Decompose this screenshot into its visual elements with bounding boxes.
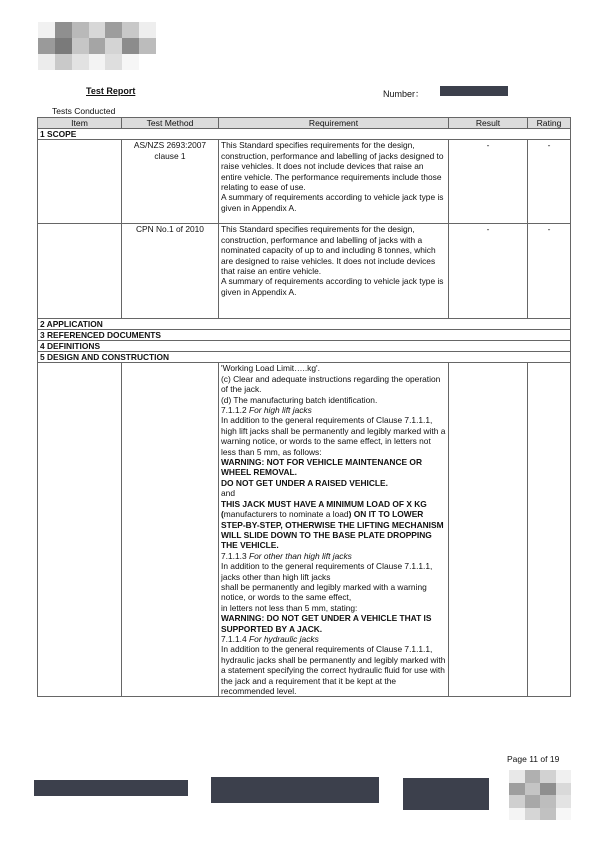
clause-heading xyxy=(221,634,446,644)
warning-text: ) ON IT TO LOWER STEP-BY-STEP, OTHERWISE THE LIFTING MECHANISM WILL SLIDE DOWN TO THE BASE PLATE DROPPING THE VEHICLE. xyxy=(221,509,444,551)
col-header-result: Result xyxy=(449,118,528,129)
clause-number: 7.1.1.4 xyxy=(221,633,247,644)
item-cell xyxy=(38,224,122,319)
section-title: 3 REFERENCED DOCUMENTS xyxy=(38,330,571,341)
company-logo-blurred xyxy=(38,22,156,70)
section-title: 2 APPLICATION xyxy=(38,319,571,330)
table-row xyxy=(38,224,571,319)
result-cell: - xyxy=(449,224,528,319)
section-row-referenced-documents xyxy=(38,330,571,341)
test-method-cell xyxy=(122,224,219,319)
warning-text: WARNING: NOT FOR VEHICLE MAINTENANCE OR WHEEL REMOVAL. xyxy=(221,457,422,478)
section-title: 4 DEFINITIONS xyxy=(38,341,571,352)
requirement-line: shall be permanently and legibly marked with a warning notice, or words to the same effect, xyxy=(221,581,427,603)
col-header-rating: Rating xyxy=(528,118,571,129)
test-method-cell xyxy=(122,363,219,697)
requirement-cell xyxy=(219,363,449,697)
section-row-definitions xyxy=(38,341,571,352)
test-method-cell xyxy=(122,140,219,224)
table-row xyxy=(38,140,571,224)
requirement-line: 'Working Load Limit…..kg'. xyxy=(221,363,320,374)
clause-number: 7.1.1.2 xyxy=(221,405,247,416)
col-header-test-method: Test Method xyxy=(122,118,219,129)
col-header-item: Item xyxy=(38,118,122,129)
requirement-paragraph: This Standard specifies requirements for the design, construction, performance and labelling of jacks with a nominated capacity of up to and including 8 tonnes, which are designed to raise vehicles. It does not include devices that raise an entire vehicle. xyxy=(221,224,436,277)
requirement-line: (d) The manufacturing batch identification. xyxy=(221,394,378,405)
item-cell xyxy=(38,140,122,224)
footer-redacted-block xyxy=(403,778,489,810)
requirement-paragraph: In addition to the general requirements of Clause 7.1.1.1, high lift jacks shall be permanently and legibly marked with a warning notice, or words to the same effect, in letters not less than 5 mm, as follows: xyxy=(221,415,446,457)
warning-paragraph xyxy=(221,499,446,551)
report-title: Test Report xyxy=(86,86,136,96)
table-row xyxy=(38,363,571,697)
rating-cell xyxy=(528,363,571,697)
section-caption: Tests Conducted xyxy=(52,106,116,116)
requirement-cell xyxy=(219,224,449,319)
warning-note: manufacturers to nominate a load xyxy=(223,509,349,520)
clause-title: For hydraulic jacks xyxy=(248,633,319,644)
rating-cell: - xyxy=(528,140,571,224)
requirement-line: (c) Clear and adequate instructions regarding the operation of the jack. xyxy=(221,373,441,395)
clause-heading xyxy=(221,551,446,561)
section-row-design-and-construction xyxy=(38,352,571,363)
requirement-paragraph: A summary of requirements according to vehicle jack type is given in Appendix A. xyxy=(221,192,444,213)
requirement-cell xyxy=(219,140,449,224)
section-title: 5 DESIGN AND CONSTRUCTION xyxy=(38,352,571,363)
footer-redacted-block xyxy=(34,780,188,796)
requirement-line: in letters not less than 5 mm, stating: xyxy=(221,602,358,613)
tests-table xyxy=(37,117,571,697)
warning-text: WARNING: DO NOT GET UNDER A VEHICLE THAT IS SUPPORTED BY A JACK. xyxy=(221,613,432,634)
result-cell xyxy=(449,363,528,697)
requirement-paragraph: In addition to the general requirements of Clause 7.1.1.1, hydraulic jacks shall be permanently and legibly marked with a statement specifying the correct hydraulic fluid for use with the jack and a requirement that it be kept at the recommended level. xyxy=(221,644,446,696)
report-number-label: Number： xyxy=(383,89,425,99)
table-header-row xyxy=(38,118,571,129)
warning-text: DO NOT GET UNDER A RAISED VEHICLE. xyxy=(221,477,388,488)
clause-title: For other than high lift jacks xyxy=(248,550,352,561)
test-method-line: AS/NZS 2693:2007 xyxy=(133,140,207,151)
section-title: 1 SCOPE xyxy=(38,129,571,140)
section-row-application xyxy=(38,319,571,330)
requirement-line: In addition to the general requirements of Clause 7.1.1.1, jacks other than high lift jacks xyxy=(221,561,433,582)
report-number-redacted xyxy=(440,86,508,96)
conjunction-text: and xyxy=(221,488,235,499)
clause-title: For high lift jacks xyxy=(248,405,312,416)
requirement-paragraph: A summary of requirements according to vehicle jack type is given in Appendix A. xyxy=(221,276,444,297)
section-row-scope xyxy=(38,129,571,140)
test-method-line: clause 1 xyxy=(154,150,186,161)
col-header-requirement: Requirement xyxy=(219,118,449,129)
clause-number: 7.1.1.3 xyxy=(221,550,247,561)
stamp-blurred xyxy=(509,770,571,820)
result-cell: - xyxy=(449,140,528,224)
rating-cell: - xyxy=(528,224,571,319)
clause-heading xyxy=(221,405,446,415)
test-method-line: CPN No.1 of 2010 xyxy=(136,224,204,235)
warning-text: THIS JACK MUST HAVE A MINIMUM LOAD OF X KG ( xyxy=(221,498,427,520)
item-cell xyxy=(38,363,122,697)
requirement-paragraph: This Standard specifies requirements for the design, construction, performance and labelling of jacks designed to raise vehicles. It does not include devices that raise an entire vehicle. The performance requirements include those relating to ease of use. xyxy=(221,140,444,193)
footer-redacted-block xyxy=(211,777,379,803)
page-number: Page 11 of 19 xyxy=(507,754,560,764)
